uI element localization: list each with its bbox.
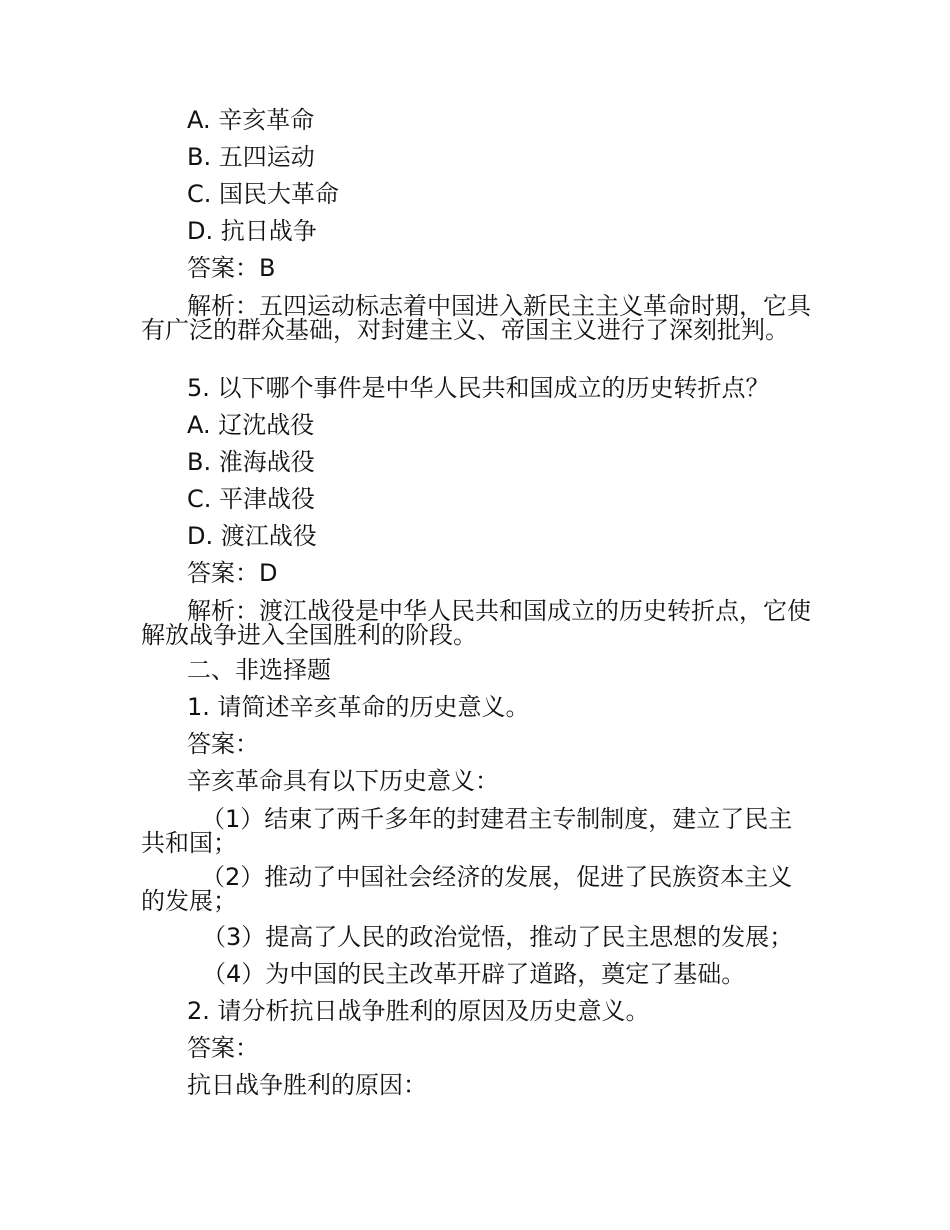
essay-question-1: 1. 请简述辛亥革命的历史意义。 — [187, 693, 530, 721]
question-5: 5. 以下哪个事件是中华人民共和国成立的历史转折点？ — [187, 374, 770, 402]
option-a: A. 辛亥革命 — [187, 106, 315, 134]
q5-option-b: B. 淮海战役 — [187, 448, 315, 476]
q5-option-c: C. 平津战役 — [187, 485, 316, 513]
essay-question-2: 2. 请分析抗日战争胜利的原因及历史意义。 — [187, 997, 650, 1025]
essay-1-intro: 辛亥革命具有以下历史意义： — [187, 767, 499, 795]
essay-1-answer-label: 答案： — [187, 730, 259, 758]
essay-2-answer-label: 答案： — [187, 1034, 259, 1062]
option-c: C. 国民大革命 — [187, 180, 340, 208]
option-b: B. 五四运动 — [187, 143, 315, 171]
essay-2-intro: 抗日战争胜利的原因： — [187, 1071, 427, 1099]
essay-1-point-3: （3）提高了人民的政治觉悟，推动了民主思想的发展； — [202, 923, 794, 951]
option-d: D. 抗日战争 — [187, 217, 317, 245]
q5-option-d: D. 渡江战役 — [187, 522, 317, 550]
essay-1-point-2: （2）推动了中国社会经济的发展，促进了民族资本主义的发展； — [141, 863, 793, 915]
essay-1-point-1: （1）结束了两千多年的封建君主专制制度，建立了民主共和国； — [141, 805, 793, 857]
q5-answer-line: 答案：D — [187, 559, 278, 587]
q5-explanation-paragraph: 解析：渡江战役是中华人民共和国成立的历史转折点，它使解放战争进入全国胜利的阶段。 — [141, 597, 811, 649]
essay-1-point-4: （4）为中国的民主改革开辟了道路，奠定了基础。 — [202, 960, 746, 988]
section-heading: 二、非选择题 — [187, 656, 331, 684]
q5-option-a: A. 辽沈战役 — [187, 411, 315, 439]
explanation-paragraph: 解析：五四运动标志着中国进入新民主主义革命时期，它具有广泛的群众基础，对封建主义、帝国主义进行了深刻批判。 — [141, 292, 811, 344]
answer-line: 答案：B — [187, 254, 276, 282]
